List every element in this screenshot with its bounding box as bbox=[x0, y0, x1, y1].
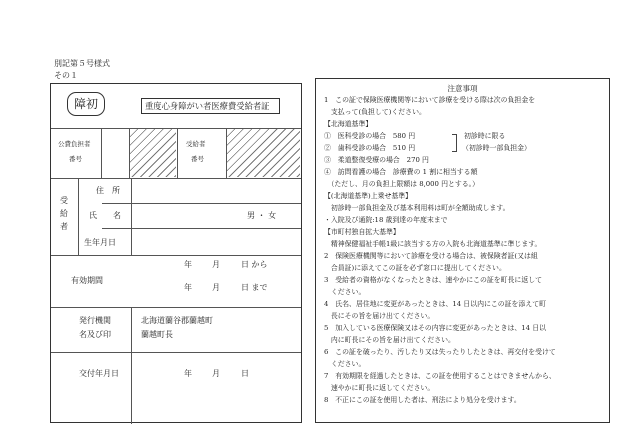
notice-line: ④ 訪問看護の場合 診療費の 1 割に相当する額 bbox=[324, 168, 478, 176]
notice-line: 3 受給者の資格がなくなったときは、速やかにこの証を町長に返して bbox=[324, 276, 542, 284]
notice-line: 【市町村独自拡大基準】 bbox=[324, 228, 400, 236]
notice-line: 5 加入している医療保険又はその内容に変更があったときは、14 日以 bbox=[324, 324, 546, 332]
divider bbox=[78, 178, 79, 255]
validity-from-month: 月 bbox=[212, 260, 220, 269]
recipient-vertical-char: 者 bbox=[60, 222, 68, 231]
notice-line: ③ 柔道整復受療の場合 270 円 bbox=[324, 156, 429, 164]
sex-field: 男 ・ 女 bbox=[247, 211, 277, 220]
notice-line: 6 この証を破ったり、汚したり又は失ったりしたときは、再交付を受けて bbox=[324, 348, 556, 356]
birthdate-label: 生年月日 bbox=[84, 238, 116, 247]
issuer-name: 北海道蘭谷郡蘭越町 bbox=[141, 316, 213, 325]
notice-line: 支払って(負担して)ください。 bbox=[324, 108, 426, 116]
divider bbox=[51, 178, 301, 179]
notice-line: ください。 bbox=[324, 288, 366, 296]
insurer-number-label-2: 番号 bbox=[69, 155, 82, 163]
issue-date-day: 日 bbox=[241, 369, 249, 378]
recipient-number-label-2: 番号 bbox=[191, 155, 204, 163]
divider bbox=[101, 128, 102, 178]
divider bbox=[177, 128, 178, 178]
notice-line: ください。 bbox=[324, 360, 366, 368]
notice-line: 4 氏名、居住地に変更があったときは、14 日以内にこの証を添えて町 bbox=[324, 300, 546, 308]
card-title-box bbox=[141, 98, 280, 114]
notice-line: 精神保健福祉手帳1級に該当する方の入院も北海道基準に準じます。 bbox=[324, 240, 542, 248]
notice-line: 【北海道基準】 bbox=[324, 120, 373, 128]
recipient-vertical-char: 給 bbox=[60, 209, 68, 218]
validity-from-year: 年 bbox=[184, 260, 192, 269]
issuer-title: 蘭越町長 bbox=[141, 330, 173, 339]
notice-line: 内に町長にその旨を届け出てください。 bbox=[324, 336, 455, 344]
notice-line: 【(北海道基準)上乗せ基準】 bbox=[324, 192, 413, 200]
issue-date-month: 月 bbox=[212, 369, 220, 378]
recipient-number-label: 受給者 bbox=[186, 140, 206, 148]
validity-to-month: 月 bbox=[212, 283, 220, 292]
notice-line: 初診時一部負担金及び基本利用料は町が全額助成します。 bbox=[324, 204, 510, 212]
recipient-card bbox=[50, 83, 302, 423]
validity-from-day: 日 から bbox=[241, 260, 268, 269]
recipient-vertical-char: 受 bbox=[60, 196, 68, 205]
bracket-note-first-visit: 初診時に限る bbox=[464, 132, 506, 140]
divider bbox=[51, 307, 301, 308]
hatched-cell bbox=[227, 129, 300, 177]
notice-line: 合員証)に添えてこの証を必ず窓口に提出してください。 bbox=[324, 264, 506, 272]
validity-to-day: 日 まで bbox=[241, 283, 268, 292]
issuer-label-2: 名及び印 bbox=[79, 330, 111, 339]
issue-date-year: 年 bbox=[184, 369, 192, 378]
notice-line: 7 有効期限を経過したときは、この証を使用することはできませんから、 bbox=[324, 372, 556, 380]
address-label: 住 所 bbox=[96, 186, 120, 195]
notice-box bbox=[315, 78, 610, 423]
divider bbox=[131, 178, 132, 255]
bracket bbox=[452, 134, 457, 152]
notice-line: 2 保険医療機関等において診療を受ける場合は、被保険者証(又は組 bbox=[324, 252, 538, 260]
issue-date-label: 交付年月日 bbox=[79, 369, 119, 378]
notice-line: （ただし、月の負担上限額は 8,000 円とする。） bbox=[324, 180, 480, 188]
divider bbox=[131, 307, 132, 424]
notice-line: 1 この証で保険医療機関等において診療を受ける際は次の負担金を bbox=[324, 96, 536, 104]
name-label: 氏 名 bbox=[89, 211, 121, 220]
issuer-label: 発行機関 bbox=[79, 316, 111, 325]
notice-line: ① 医科受診の場合 580 円 bbox=[324, 132, 416, 140]
card-title: 重度心身障がい者医療費受給者証 bbox=[145, 101, 270, 111]
insurer-number-label: 公費負担者 bbox=[58, 140, 91, 148]
divider bbox=[51, 352, 301, 353]
stamp-box bbox=[67, 92, 105, 116]
notice-line: 長にその旨を届け出てください。 bbox=[324, 312, 435, 320]
divider bbox=[51, 255, 301, 256]
validity-label: 有効期間 bbox=[71, 276, 103, 285]
validity-to-year: 年 bbox=[184, 283, 192, 292]
bracket-note-copay: （初診時一部負担金） bbox=[462, 144, 531, 152]
notice-line: 速やかに町長に返してください。 bbox=[324, 384, 435, 392]
hatched-cell bbox=[130, 129, 176, 177]
notice-line: ・入院及び通院:18 歳到達の年度末まで bbox=[324, 216, 448, 224]
page-label: その１ bbox=[54, 71, 78, 80]
notice-line: ② 歯科受診の場合 510 円 bbox=[324, 144, 416, 152]
notice-line: 8 不正にこの証を使用した者は、刑法により処分を受けます。 bbox=[324, 396, 521, 404]
notice-title: 注意事項 bbox=[447, 84, 478, 93]
form-number: 別記第５号様式 bbox=[54, 59, 110, 68]
stamp-text: 障初 bbox=[73, 97, 98, 111]
